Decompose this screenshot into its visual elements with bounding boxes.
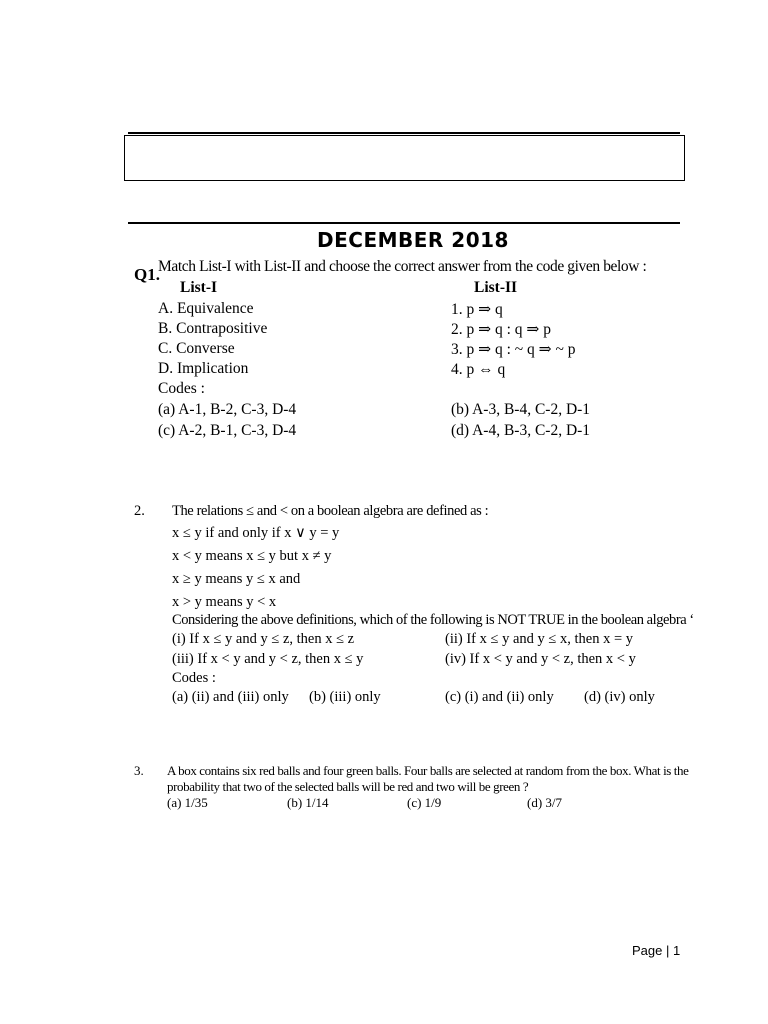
q2-statement: (i) If x ≤ y and y ≤ z, then x ≤ z <box>172 631 355 647</box>
q2-option-b: (b) (iii) only <box>309 689 381 705</box>
q3-option-b: (b) 1/14 <box>287 795 329 810</box>
q2-number: 2. <box>134 503 145 519</box>
q3-option-a: (a) 1/35 <box>167 795 208 810</box>
q2-definition: x < y means x ≤ y but x ≠ y <box>172 548 332 564</box>
q1-codes-label: Codes : <box>158 380 205 397</box>
top-rule <box>128 132 680 134</box>
q1-option-d: (d) A-4, B-3, C-2, D-1 <box>451 422 591 439</box>
q1-list1-item: B. Contrapositive <box>158 320 268 337</box>
q1-list1-heading: List-I <box>180 279 218 296</box>
q3-prompt-line2: probability that two of the selected balls will be red and two will be green ? <box>167 779 529 794</box>
q2-option-c: (c) (i) and (ii) only <box>445 689 554 705</box>
q1-prompt: Match List-I with List-II and choose the correct answer from the code given below : <box>158 258 647 275</box>
q2-definition: x ≥ y means y ≤ x and <box>172 571 301 587</box>
q1-list2-heading: List-II <box>474 279 518 296</box>
q2-statement: (iii) If x < y and y < z, then x ≤ y <box>172 651 364 667</box>
page-title: DECEMBER 2018 <box>317 228 509 252</box>
q1-list2-item: 4. p ⇔ q <box>451 361 506 378</box>
q1-list1-item: A. Equivalence <box>158 300 254 317</box>
header-box <box>124 135 685 181</box>
q1-list2-item: 3. p ⇒ q : ~ q ⇒ ~ p <box>451 341 576 358</box>
q2-definition: x > y means y < x <box>172 594 277 610</box>
q2-statement: (ii) If x ≤ y and y ≤ x, then x = y <box>445 631 633 647</box>
q1-list1-item: C. Converse <box>158 340 235 357</box>
q1-list1-item: D. Implication <box>158 360 249 377</box>
q1-option-b: (b) A-3, B-4, C-2, D-1 <box>451 401 591 418</box>
q2-option-a: (a) (ii) and (iii) only <box>172 689 289 705</box>
q2-statement: (iv) If x < y and y < z, then x < y <box>445 651 636 667</box>
q2-codes-label: Codes : <box>172 670 216 686</box>
q3-option-d: (d) 3/7 <box>527 795 563 810</box>
q2-definition: x ≤ y if and only if x ∨ y = y <box>172 525 340 541</box>
q2-option-d: (d) (iv) only <box>584 689 655 705</box>
q3-option-c: (c) 1/9 <box>407 795 442 810</box>
q1-list2-item: 2. p ⇒ q : q ⇒ p <box>451 321 552 338</box>
q1-option-c: (c) A-2, B-1, C-3, D-4 <box>158 422 297 439</box>
page-number: Page | 1 <box>632 943 681 958</box>
q3-number: 3. <box>134 763 144 778</box>
q2-question: Considering the above definitions, which of the following is NOT TRUE in the boolean algebra ‘ <box>172 612 694 628</box>
q1-option-a: (a) A-1, B-2, C-3, D-4 <box>158 401 297 418</box>
q3-prompt-line1: A box contains six red balls and four green balls. Four balls are selected at random from the box. What is the <box>167 763 689 778</box>
divider-rule <box>128 222 680 224</box>
q1-number: Q1. <box>134 265 160 284</box>
q1-list2-item: 1. p ⇒ q <box>451 301 503 318</box>
q2-prompt: The relations ≤ and < on a boolean algebra are defined as : <box>172 503 489 519</box>
